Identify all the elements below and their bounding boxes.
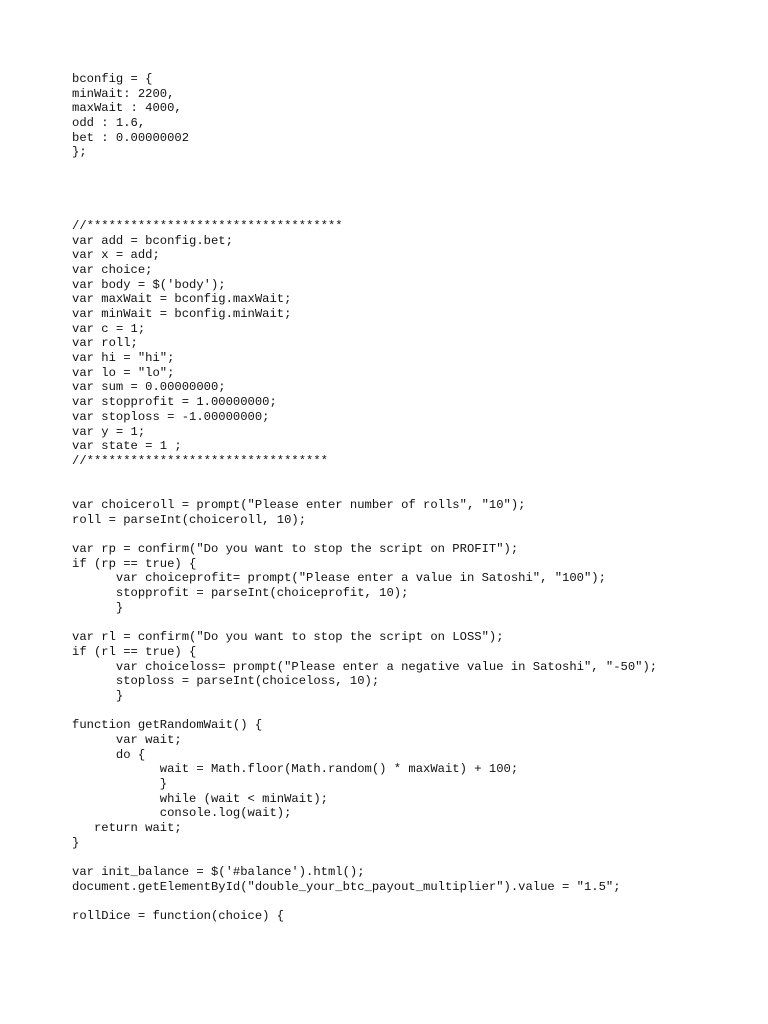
code-line: var choiceprofit= prompt("Please enter a value in Satoshi", "100"); (72, 571, 606, 586)
code-line: console.log(wait); (72, 806, 292, 821)
code-line: var y = 1; (72, 424, 146, 439)
code-line: }; (72, 145, 87, 160)
code-line: var rp = confirm("Do you want to stop the script on PROFIT"); (72, 542, 519, 556)
code-line: stoploss = parseInt(choiceloss, 10); (72, 674, 380, 689)
code-line: //********************************* (72, 453, 328, 468)
code-line: var maxWait = bconfig.maxWait; (72, 292, 292, 307)
code-line: var init_balance = $('#balance').html(); (72, 865, 365, 880)
code-line: var choiceroll = prompt("Please enter number of rolls", "10"); (72, 497, 526, 512)
code-line: var choiceloss= prompt("Please enter a negative value in Satoshi", "-50"); (72, 659, 658, 674)
code-line (72, 483, 657, 498)
code-line: var sum = 0.00000000; (72, 380, 226, 395)
code-line: stopprofit = parseInt(choiceprofit, 10); (72, 586, 409, 601)
code-listing (72, 72, 657, 924)
code-line (72, 850, 657, 865)
code-line: wait = Math.floor(Math.random() * maxWait) + 100; (72, 762, 519, 777)
code-line: odd : 1.6, (72, 116, 146, 131)
code-line: roll = parseInt(choiceroll, 10); (72, 512, 307, 527)
code-line: var choice; (72, 262, 153, 277)
code-line (72, 190, 657, 205)
code-line: var state = 1 ; (72, 439, 182, 454)
code-line: if (rl == true) { (72, 644, 197, 659)
code-line (72, 704, 657, 719)
code-line: bconfig = { (72, 72, 153, 86)
code-line: var hi = "hi"; (72, 351, 175, 366)
code-line (72, 160, 657, 175)
code-line: document.getElementById("double_your_btc_payout_multiplier").value = "1.5"; (72, 879, 621, 894)
code-line (72, 615, 657, 630)
code-line: var x = add; (72, 248, 160, 263)
code-line: //*********************************** (72, 218, 343, 233)
code-line (72, 175, 657, 190)
code-line: var lo = "lo"; (72, 365, 175, 380)
code-line: minWait: 2200, (72, 86, 175, 101)
code-line: var stopprofit = 1.00000000; (72, 395, 277, 410)
code-line: var add = bconfig.bet; (72, 233, 233, 248)
code-line: var stoploss = -1.00000000; (72, 409, 270, 424)
code-line: function getRandomWait() { (72, 718, 263, 733)
code-line: return wait; (72, 821, 182, 836)
code-line: do { (72, 747, 146, 762)
code-line: } (72, 777, 168, 791)
code-line (72, 204, 657, 219)
code-line: if (rp == true) { (72, 556, 197, 571)
code-line: } (72, 600, 124, 615)
code-line: } (72, 835, 80, 850)
code-line: var wait; (72, 732, 182, 747)
code-line: var minWait = bconfig.minWait; (72, 307, 292, 321)
code-line: maxWait : 4000, (72, 101, 182, 116)
code-line (72, 895, 657, 910)
code-line: var rl = confirm("Do you want to stop the script on LOSS"); (72, 630, 504, 645)
code-line (72, 469, 657, 484)
code-line: while (wait < minWait); (72, 791, 328, 806)
code-line: var c = 1; (72, 321, 146, 336)
code-line (72, 527, 657, 542)
code-line: var roll; (72, 336, 138, 351)
code-line: rollDice = function(choice) { (72, 909, 285, 924)
code-line: bet : 0.00000002 (72, 130, 190, 145)
code-line: var body = $('body'); (72, 277, 226, 292)
code-line: } (72, 688, 124, 703)
